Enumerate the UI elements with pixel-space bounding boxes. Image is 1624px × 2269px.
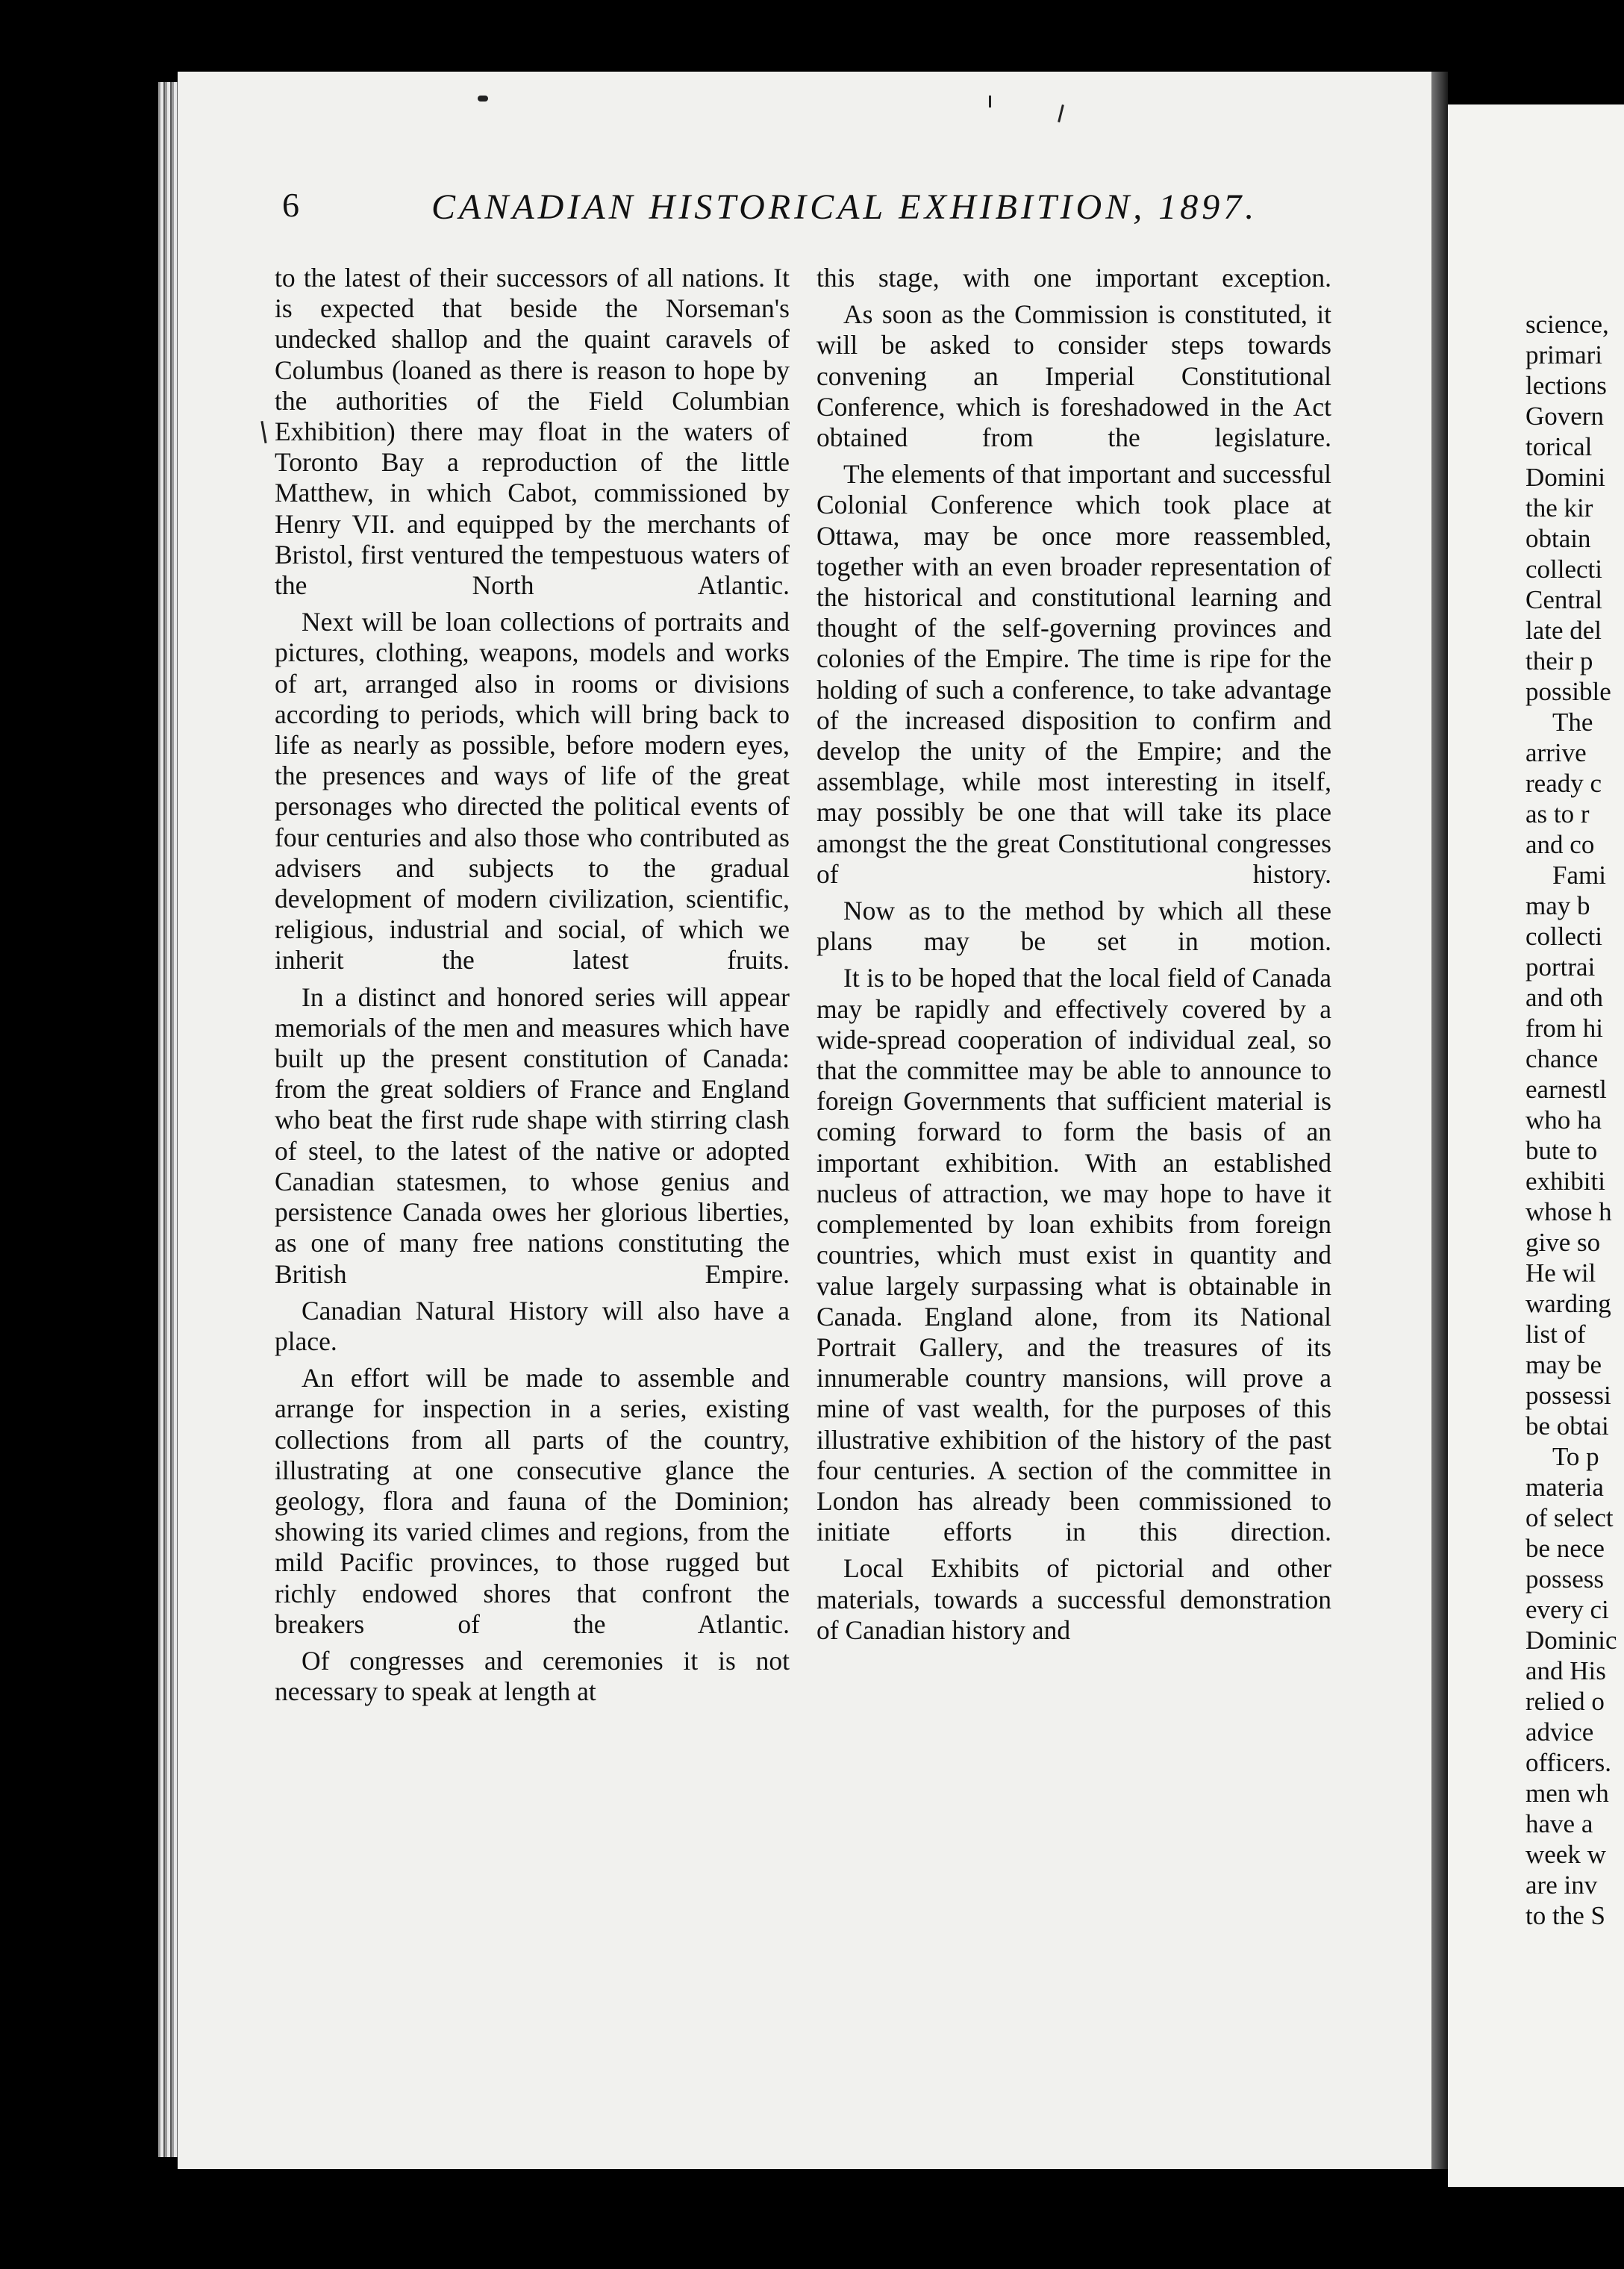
text-fragment-line: week w <box>1525 1840 1606 1869</box>
text-fragment-line: obtain <box>1525 524 1591 553</box>
right-text-column <box>816 263 1331 1652</box>
text-fragment-line: who ha <box>1525 1105 1602 1134</box>
text-fragment-line: portrai <box>1525 952 1596 981</box>
paragraph: As soon as the Commission is constituted, it will be asked to consider steps towards convening an Imperial Constitutional Conference, which is foreshadowed in the Act obtained from the legislature. <box>816 299 1331 453</box>
paragraph: to the latest of their successors of all nations. It is expected that beside the Norseman's undecked shallop and the quaint caravels of Columbus (loaned as there is reason to hope by the authorities of the Field Columbian Exhibition) there may float in the waters of Toronto Bay a reproduction of the little Matthew, in which Cabot, commissioned by Henry VII. and equipped by the merchants of Bristol, first ventured the tempestuous waters of the North Atlantic. <box>275 263 790 601</box>
text-fragment-line: chance <box>1525 1044 1599 1073</box>
paragraph: In a distinct and honored series will appear memorials of the men and measures which have built up the present constitution of Canada: from the great soldiers of France and England who beat the first rude shape with stirring clash of steel, to the latest of the native or adopted Canadian statesmen, to whose genius and persistence Canada owes her glorious liberties, as one of many free nations constituting the British Empire. <box>275 981 790 1289</box>
text-fragment-line: be nece <box>1525 1534 1605 1563</box>
text-fragment-line: the kir <box>1525 493 1593 522</box>
page-header <box>178 185 1431 245</box>
page-number: 6 <box>282 186 299 224</box>
paragraph: this stage, with one important exception. <box>816 263 1331 293</box>
text-fragment-line: science, <box>1525 310 1609 339</box>
text-fragment-line: bute to <box>1525 1136 1598 1165</box>
adjacent-page-fragment <box>1448 104 1624 2187</box>
text-fragment-line: materia <box>1525 1473 1604 1502</box>
text-fragment-line: late del <box>1525 616 1602 645</box>
scan-speck <box>478 96 488 102</box>
text-fragment-line: be obtai <box>1525 1411 1609 1441</box>
text-fragment-line: He wil <box>1525 1258 1596 1288</box>
text-fragment-line: collecti <box>1525 555 1603 584</box>
text-fragment-line: arrive <box>1525 738 1587 767</box>
paragraph: It is to be hoped that the local field of Canada may be rapidly and effectively covered by a wide-spread cooperation of individual zeal, so that the committee may be able to announce to foreign Governments that sufficient material is coming forward to form the basis of an important exhibition. With an established nucleus of attraction, we may hope to have it complemented by loan exhibits from foreign countries, which must exist in quantity and value largely surpassing what is obtainable in Canada. England alone, from its National Portrait Gallery, and the treasures of its innumerable country mansions, will prove a mine of vast wealth, for the purposes of this illustrative exhibition of the history of the past four centuries. A section of the committee in London has already been commissioned to initiate efforts in this direction. <box>816 963 1331 1547</box>
text-fragment-line: collecti <box>1525 922 1603 951</box>
text-fragment-line: advice <box>1525 1717 1594 1747</box>
book-gutter <box>1431 72 1448 2169</box>
text-fragment-line: relied o <box>1525 1687 1605 1716</box>
text-fragment-line: as to r <box>1525 799 1590 828</box>
text-fragment-line: have a <box>1525 1809 1593 1838</box>
paragraph: An effort will be made to assemble and arrange for inspection in a series, existing collections from all parts of the country, illustrating at one consecutive glance the geology, flora and fauna of the Dominion; showing its varied climes and regions, from the mild Pacific provinces, to those rugged but richly endowed shores that confront the breakers of the Atlantic. <box>275 1363 790 1639</box>
running-head-title: CANADIAN HISTORICAL EXHIBITION, 1897. <box>431 187 1258 227</box>
paragraph: The elements of that important and successful Colonial Conference which took place at Ottawa, may be once more reassembled, together with an even broader representation of the historical and constitutional learning and thought of the self-governing provinces and colonies of the Empire. The time is ripe for the holding of such a conference, to take advantage of the increased disposition to confirm and develop the unity of the Empire; and the assemblage, while most interesting in itself, may possibly be one that will take its place amongst the the great Constitutional congresses of history. <box>816 459 1331 889</box>
text-fragment-line: possible <box>1525 677 1611 706</box>
text-fragment-line: primari <box>1525 340 1603 369</box>
text-fragment-line: and oth <box>1525 983 1604 1012</box>
paragraph: Next will be loan collections of portraits and pictures, clothing, weapons, models and works of art, arranged also in rooms or divisions according to periods, which will bring back to life as nearly as possible, before modern eyes, the presences and ways of life of the great personages who directed the political events of four centuries and also those who contributed as advisers and subjects to the gradual development of modern civilization, scientific, religious, industrial and social, of which we inherit the latest fruits. <box>275 607 790 976</box>
text-fragment-line: torical <box>1525 432 1593 461</box>
text-fragment-line: Govern <box>1525 402 1604 431</box>
paragraph: Local Exhibits of pictorial and other materials, towards a successful demonstration of Canadian history and <box>816 1553 1331 1645</box>
text-fragment-line: Dominic <box>1525 1626 1617 1655</box>
text-fragment-line: men wh <box>1525 1779 1609 1808</box>
text-fragment-line: The <box>1552 708 1593 737</box>
text-fragment-line: whose h <box>1525 1197 1612 1226</box>
paragraph: Canadian Natural History will also have a place. <box>275 1295 790 1356</box>
text-fragment-line: are inv <box>1525 1870 1598 1900</box>
paragraph: Of congresses and ceremonies it is not necessary to speak at length at <box>275 1645 790 1707</box>
text-fragment-line: and co <box>1525 830 1595 859</box>
text-fragment-line: may b <box>1525 891 1590 920</box>
text-fragment-line: warding <box>1525 1289 1611 1318</box>
text-fragment-line: to the S <box>1525 1901 1605 1930</box>
text-fragment-line: Fami <box>1552 861 1606 890</box>
text-fragment-line: Domini <box>1525 463 1605 492</box>
paragraph: Now as to the method by which all these plans may be set in motion. <box>816 896 1331 957</box>
text-fragment-line: possessi <box>1525 1381 1611 1410</box>
pencil-tick <box>989 96 991 107</box>
text-fragment-line: Central <box>1525 585 1603 614</box>
text-fragment-line: To p <box>1552 1442 1599 1471</box>
text-fragment-line: list of <box>1525 1320 1586 1349</box>
left-text-column <box>275 263 790 1713</box>
text-fragment-line: from hi <box>1525 1014 1604 1043</box>
text-fragment-line: exhibiti <box>1525 1167 1605 1196</box>
text-fragment-line: officers. <box>1525 1748 1611 1777</box>
text-fragment-line: may be <box>1525 1350 1602 1379</box>
text-fragment-line: their p <box>1525 646 1593 675</box>
text-fragment-line: ready c <box>1525 769 1602 798</box>
text-fragment-line: of select <box>1525 1503 1614 1532</box>
text-fragment-line: give so <box>1525 1228 1601 1257</box>
text-fragment-line: every ci <box>1525 1595 1609 1624</box>
text-fragment-line: possess <box>1525 1564 1605 1594</box>
adjacent-page-text <box>1525 309 1624 1931</box>
text-fragment-line: and His <box>1525 1656 1606 1685</box>
text-fragment-line: lections <box>1525 371 1607 400</box>
text-fragment-line: earnestl <box>1525 1075 1607 1104</box>
